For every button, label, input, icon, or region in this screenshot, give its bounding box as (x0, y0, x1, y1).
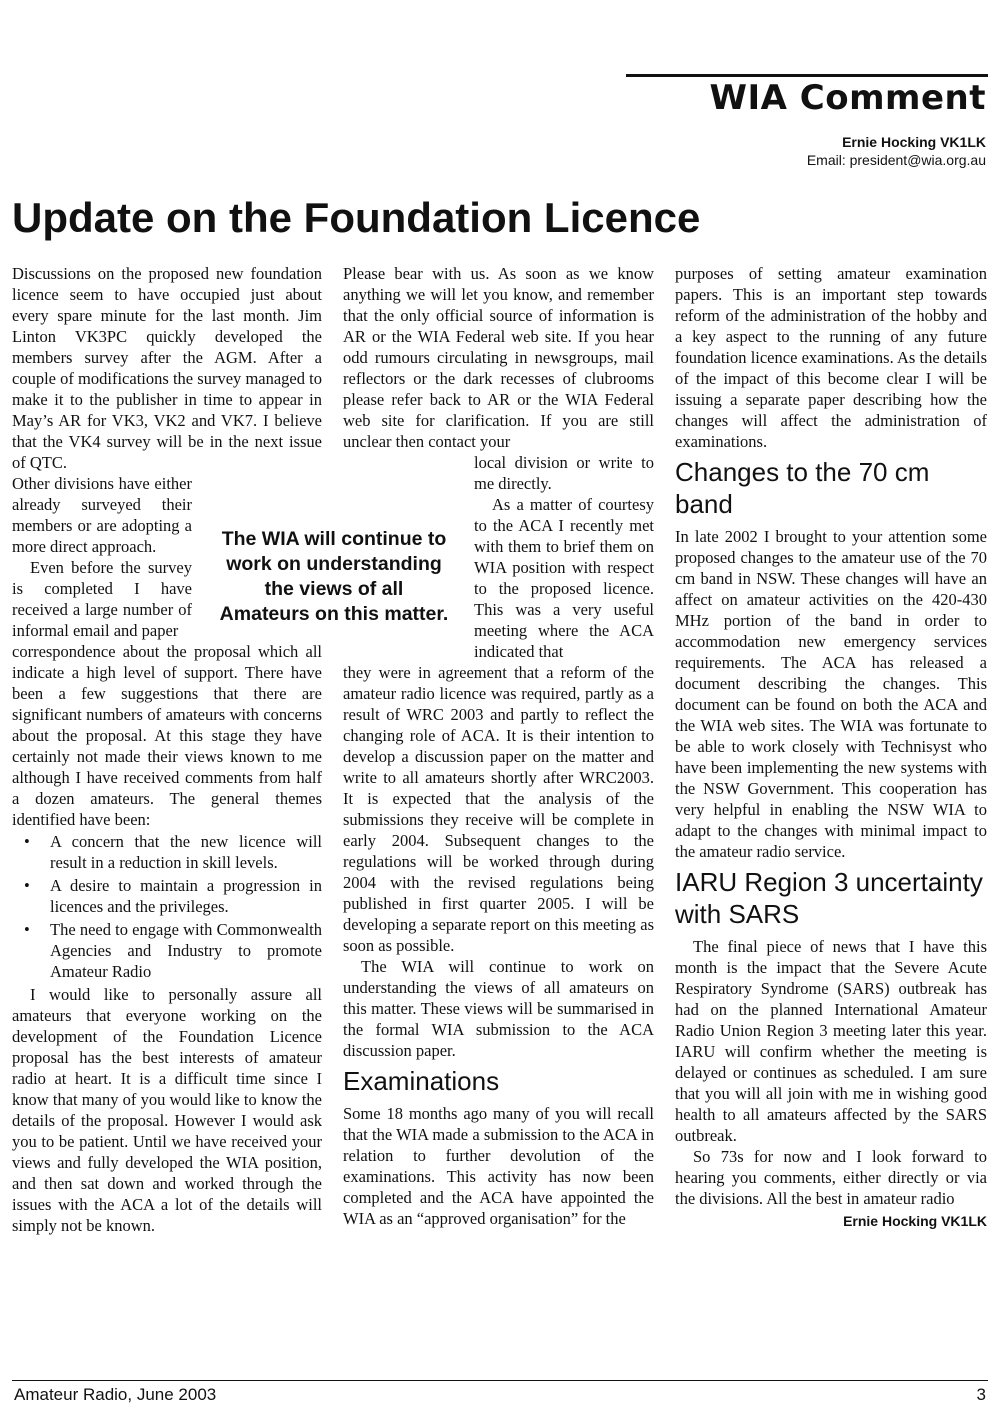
paragraph: I would like to personally assure all amateurs that everyone working on the development of the Foundation Licence proposal has the best interests of amateur radio at heart. It is a difficult time since I know that many of you would like to know the details of the proposal. However I would ask you to be patient. Until we have received your views and fully developed the WIA position, and then sat down and worked through the issues with the ACA a lot of the details will simply not be known. (12, 985, 322, 1235)
paragraph: The final piece of news that I have this month is the impact that the Severe Acute Respiratory Syndrome (SARS) outbreak has had on the planned International Amateur Radio Union Region 3 meeting later this year. IARU will confirm whether the meeting is delayed or continues as scheduled. I am sure that you will all join with me in wishing good health to all amateurs affected by the SARS outbreak. (675, 937, 987, 1145)
list-item: • A concern that the new licence will result in a reduction in skill levels. (12, 831, 322, 873)
author-email: Email: president@wia.org.au (806, 152, 986, 168)
paragraph: The WIA will continue to work on understanding the views of all amateurs on this matter. These views will be summarised in the formal WIA submission to the ACA discussion paper. (343, 957, 654, 1060)
section-title: WIA Comment (709, 78, 986, 118)
paragraph: they were in agreement that a reform of the amateur radio licence was required, partly as a result of WRC 2003 and partly to reflect the changing role of ACA. It is their intention to develop a discussion paper on the matter and write to all amateurs shortly after WRC2003. It is expected that the analysis of the submissions they receive will be complete in early 2004. Subsequent changes to the regulations will be worked through during 2004 with the revised regulations being published in first quarter 2005. I will be developing a separate report on this meeting as soon as possible. (343, 663, 654, 955)
author-name: Ernie Hocking VK1LK (842, 134, 986, 150)
paragraph: local division or write to me directly. (474, 453, 654, 493)
paragraph: Even before the survey is completed I have received a large number of informal email and paper (12, 558, 192, 640)
section-heading-70cm: Changes to the 70 cm band (675, 457, 930, 519)
wrapped-text-block (474, 452, 654, 662)
footer-rule (12, 1380, 988, 1381)
section-heading-iaru: IARU Region 3 uncertainty with SARS (675, 867, 983, 929)
column-2 (343, 263, 654, 1229)
signature: Ernie Hocking VK1LK (843, 1213, 987, 1229)
paragraph: Some 18 months ago many of you will recall that the WIA made a submission to the ACA in relation to further devolution of the examinations. This activity has now been completed and the ACA have appointed the WIA as an “approved organisation” for the (343, 1104, 654, 1228)
article-headline: Update on the Foundation Licence (12, 194, 701, 241)
section-heading-examinations: Examinations (343, 1066, 500, 1096)
themes-list (12, 831, 322, 982)
paragraph: In late 2002 I brought to your attention some proposed changes to the amateur use of the 70 cm band in NSW. These changes will have an affect on amateur activities on the 420-430 MHz portion of the band in order to accommodation new emergency services requirements. The ACA has released a document describing the changes. This document can be found on both the ACA and the WIA web sites. The WIA was fortunate to be able to work closely with Technisyst who have been implementing the new systems with the NSW Government. This cooperation has very helpful in enabling the NSW WIA to adapt to the changes with minimal impact to the amateur radio service. (675, 527, 987, 861)
header-rule (626, 74, 988, 77)
paragraph: Discussions on the proposed new foundation licence seem to have occupied just about every spare minute for the last month. Jim Linton VK3PC quickly developed the members survey after the AGM. After a couple of modifications the survey managed to make it to the publisher in time to appear in May’s AR for VK3, VK2 and VK7. I believe that the VK4 survey will be in the next issue of QTC. (12, 264, 322, 472)
footer-publication: Amateur Radio, June 2003 (14, 1385, 217, 1404)
paragraph: So 73s for now and I look forward to hearing you comments, either directly or via the divisions. All the best in amateur radio (675, 1147, 987, 1208)
paragraph: correspondence about the proposal which all indicate a high level of support. There have been a few suggestions that there are significant numbers of amateurs with concerns about the proposal. At this stage they have certainly not made their views known to me although I have received comments from half a dozen amateurs. The general themes identified have been: (12, 642, 322, 829)
paragraph: Other divisions have either already surveyed their members or are adopting a more direct approach. (12, 474, 192, 556)
pull-quote: The WIA will continue to work on understanding the views of all Amateurs on this matter. (219, 528, 449, 625)
list-item: • The need to engage with Commonwealth Agencies and Industry to promote Amateur Radio (12, 919, 322, 982)
paragraph: Please bear with us. As soon as we know anything we will let you know, and remember that the only official source of information is AR or the WIA Federal web site. If you hear odd rumours circulating in newsgroups, mail reflectors or the dark recesses of clubrooms please refer back to AR or the WIA Federal web site for clarification. If you are still unclear then contact your (343, 264, 654, 451)
wrapped-text-block (12, 473, 192, 641)
column-1 (12, 263, 322, 1236)
footer-page-number: 3 (976, 1385, 986, 1404)
list-item: • A desire to maintain a progression in licences and the privileges. (12, 875, 322, 917)
column-3 (675, 263, 987, 1232)
paragraph: As a matter of courtesy to the ACA I recently met with them to brief them on WIA position with respect to the proposed licence. This was a very useful meeting where the ACA indicated that (474, 495, 654, 661)
paragraph: purposes of setting amateur examination papers. This is an important step towards reform of the administration of the hobby and a key aspect to the running of any future foundation licence examinations. As the details of the impact of this become clear I will be issuing a separate paper describing how the changes will affect the administration of examinations. (675, 264, 987, 451)
